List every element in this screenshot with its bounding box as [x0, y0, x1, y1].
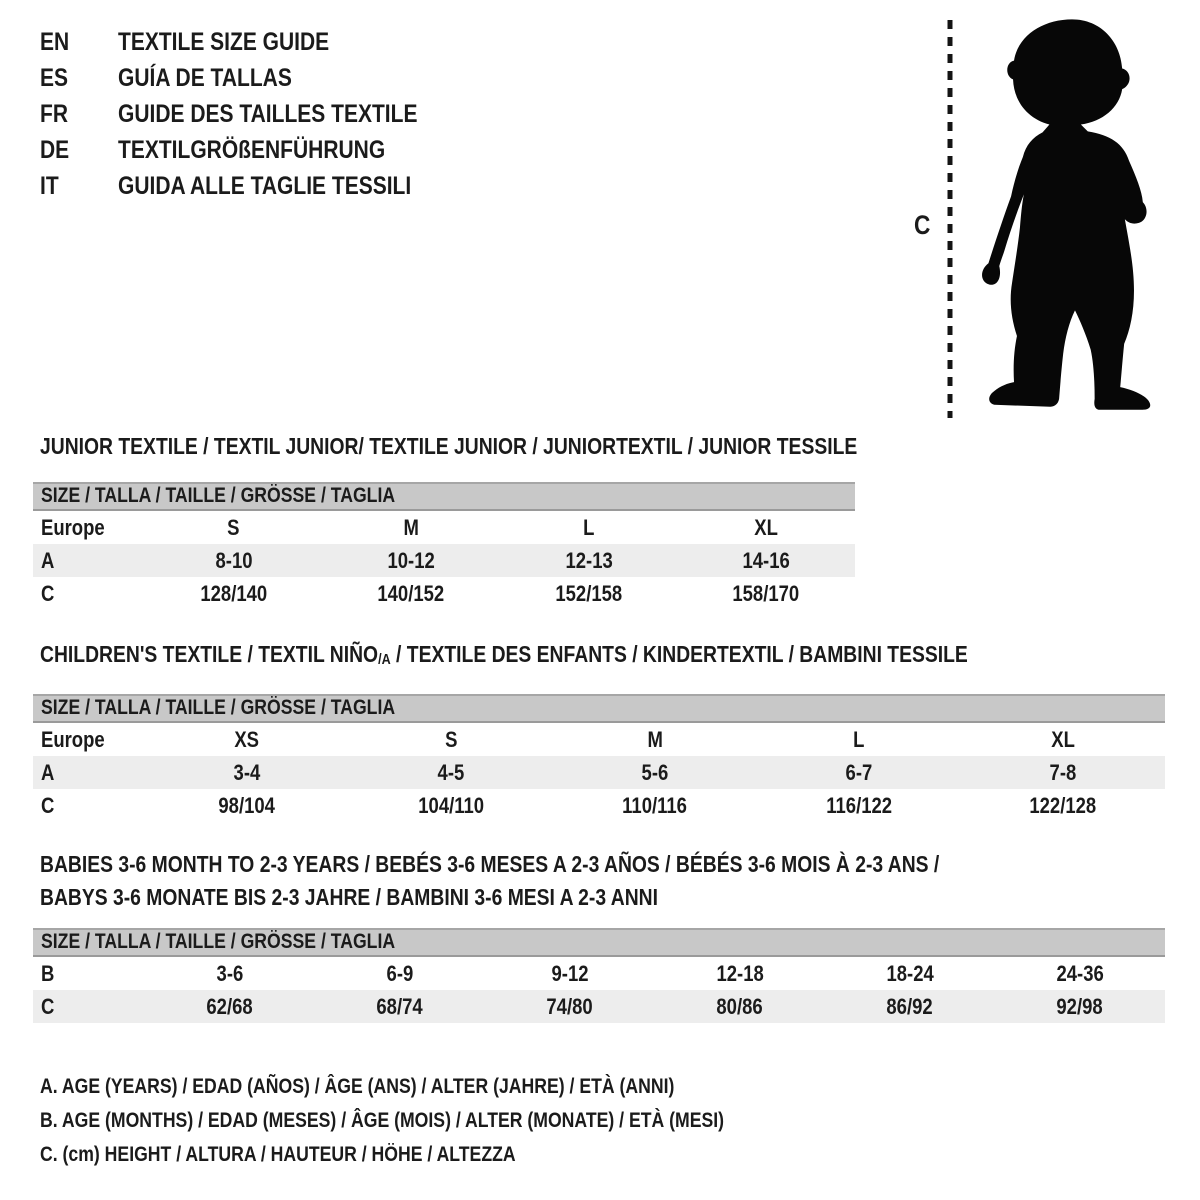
size-cell: 3-6	[216, 961, 244, 986]
size-cell: 122/128	[1029, 793, 1097, 818]
language-code: EN	[40, 28, 70, 56]
height-dashed-line	[946, 20, 954, 418]
language-guide-title: GUIDA ALLE TAGLIE TESSILI	[118, 172, 412, 200]
size-cell: 7-8	[1049, 760, 1077, 785]
size-cell: 98/104	[218, 793, 276, 818]
table-row-a	[33, 756, 1165, 789]
language-code: DE	[40, 136, 70, 164]
size-cell: L	[583, 515, 595, 540]
size-cell: 104/110	[418, 793, 484, 818]
language-guide-title: TEXTILE SIZE GUIDE	[118, 28, 330, 56]
size-cell: 158/170	[732, 581, 800, 606]
size-cell: M	[647, 727, 663, 752]
language-row-en	[40, 24, 475, 60]
row-label-cell: A	[41, 548, 55, 573]
size-cell: 140/152	[377, 581, 445, 606]
legend-line-a: A. AGE (YEARS) / EDAD (AÑOS) / ÂGE (ANS) / ALTER (JAHRE) / ETÀ (ANNI)	[40, 1075, 675, 1098]
size-cell: 18-24	[886, 961, 934, 986]
size-cell: 4-5	[437, 760, 465, 785]
children-section-title	[40, 638, 1145, 674]
size-cell: 12-13	[565, 548, 613, 573]
row-label-cell: C	[41, 793, 55, 818]
size-table-header	[33, 482, 855, 511]
size-cell: L	[853, 727, 865, 752]
size-cell: 80/86	[716, 994, 764, 1019]
row-label-cell: A	[41, 760, 55, 785]
size-table-header-text: SIZE / TALLA / TAILLE / GRÖSSE / TAGLIA	[41, 930, 396, 953]
size-table-header	[33, 928, 1165, 957]
height-measure-label: C	[914, 210, 931, 240]
size-cell: XL	[1051, 727, 1075, 752]
size-table-header	[33, 694, 1165, 723]
row-label-cell: Europe	[41, 727, 105, 752]
size-cell: 3-4	[233, 760, 261, 785]
size-cell: 152/158	[555, 581, 623, 606]
junior-section-title	[40, 430, 1013, 463]
size-cell: 5-6	[641, 760, 669, 785]
row-label-cell: C	[41, 581, 55, 606]
size-cell: S	[444, 727, 458, 752]
legend-line-b: B. AGE (MONTHS) / EDAD (MESES) / ÂGE (MOIS) / ALTER (MONATE) / ETÀ (MESI)	[40, 1109, 725, 1132]
size-cell: S	[227, 515, 240, 540]
row-label-cell: Europe	[41, 515, 105, 540]
size-cell: 12-18	[716, 961, 764, 986]
size-cell: M	[403, 515, 419, 540]
size-cell: 116/122	[826, 793, 892, 818]
size-cell: 92/98	[1056, 994, 1104, 1019]
size-cell: 86/92	[886, 994, 934, 1019]
babies-section-title	[40, 848, 1111, 914]
children-size-table	[33, 694, 1165, 822]
table-row-c	[33, 577, 855, 610]
size-cell: 24-36	[1056, 961, 1104, 986]
table-row-europe	[33, 723, 1165, 756]
table-row-europe	[33, 511, 855, 544]
size-table-header-text: SIZE / TALLA / TAILLE / GRÖSSE / TAGLIA	[41, 696, 396, 719]
size-cell: 110/116	[622, 793, 688, 818]
size-cell: 74/80	[546, 994, 594, 1019]
language-list	[40, 24, 475, 204]
table-row-b	[33, 957, 1165, 990]
row-label-cell: B	[41, 961, 55, 986]
size-cell: 8-10	[215, 548, 253, 573]
size-cell: 6-9	[386, 961, 414, 986]
babies-size-table	[33, 928, 1165, 1023]
size-cell: XL	[754, 515, 779, 540]
toddler-silhouette-icon	[956, 12, 1192, 420]
children-section-title-text: CHILDREN'S TEXTILE / TEXTIL NIÑO/A / TEXTILE DES ENFANTS / KINDERTEXTIL / BAMBINI TESSILE	[40, 641, 968, 668]
language-row-fr	[40, 96, 475, 132]
size-cell: XS	[234, 727, 260, 752]
language-guide-title: GUÍA DE TALLAS	[118, 64, 292, 92]
row-label-cell: C	[41, 994, 55, 1019]
babies-title-line-1: BABIES 3-6 MONTH TO 2-3 YEARS / BEBÉS 3-6 MESES A 2-3 AÑOS / BÉBÉS 3-6 MOIS À 2-3 ANS /	[40, 851, 940, 877]
table-row-c	[33, 789, 1165, 822]
size-cell: 14-16	[742, 548, 790, 573]
table-row-c	[33, 990, 1165, 1023]
junior-section-title-text: JUNIOR TEXTILE / TEXTIL JUNIOR/ TEXTILE JUNIOR / JUNIORTEXTIL / JUNIOR TESSILE	[40, 433, 858, 459]
size-cell: 128/140	[200, 581, 268, 606]
language-row-es	[40, 60, 475, 96]
size-cell: 6-7	[845, 760, 873, 785]
language-code: FR	[40, 100, 68, 128]
language-guide-title: GUIDE DES TAILLES TEXTILE	[118, 100, 418, 128]
legend	[40, 1070, 854, 1172]
size-cell: 68/74	[376, 994, 424, 1019]
legend-line-c: C. (cm) HEIGHT / ALTURA / HAUTEUR / HÖHE / ALTEZZA	[40, 1143, 516, 1166]
language-row-it	[40, 168, 475, 204]
size-cell: 9-12	[551, 961, 589, 986]
language-row-de	[40, 132, 475, 168]
junior-size-table	[33, 482, 855, 610]
language-code: ES	[40, 64, 69, 92]
language-guide-title: TEXTILGRÖßENFÜHRUNG	[118, 136, 386, 164]
table-row-a	[33, 544, 855, 577]
size-table-header-text: SIZE / TALLA / TAILLE / GRÖSSE / TAGLIA	[41, 484, 396, 507]
language-code: IT	[40, 172, 59, 200]
size-cell: 10-12	[387, 548, 435, 573]
babies-title-line-2: BABYS 3-6 MONATE BIS 2-3 JAHRE / BAMBINI 3-6 MESI A 2-3 ANNI	[40, 884, 658, 910]
size-cell: 62/68	[206, 994, 254, 1019]
